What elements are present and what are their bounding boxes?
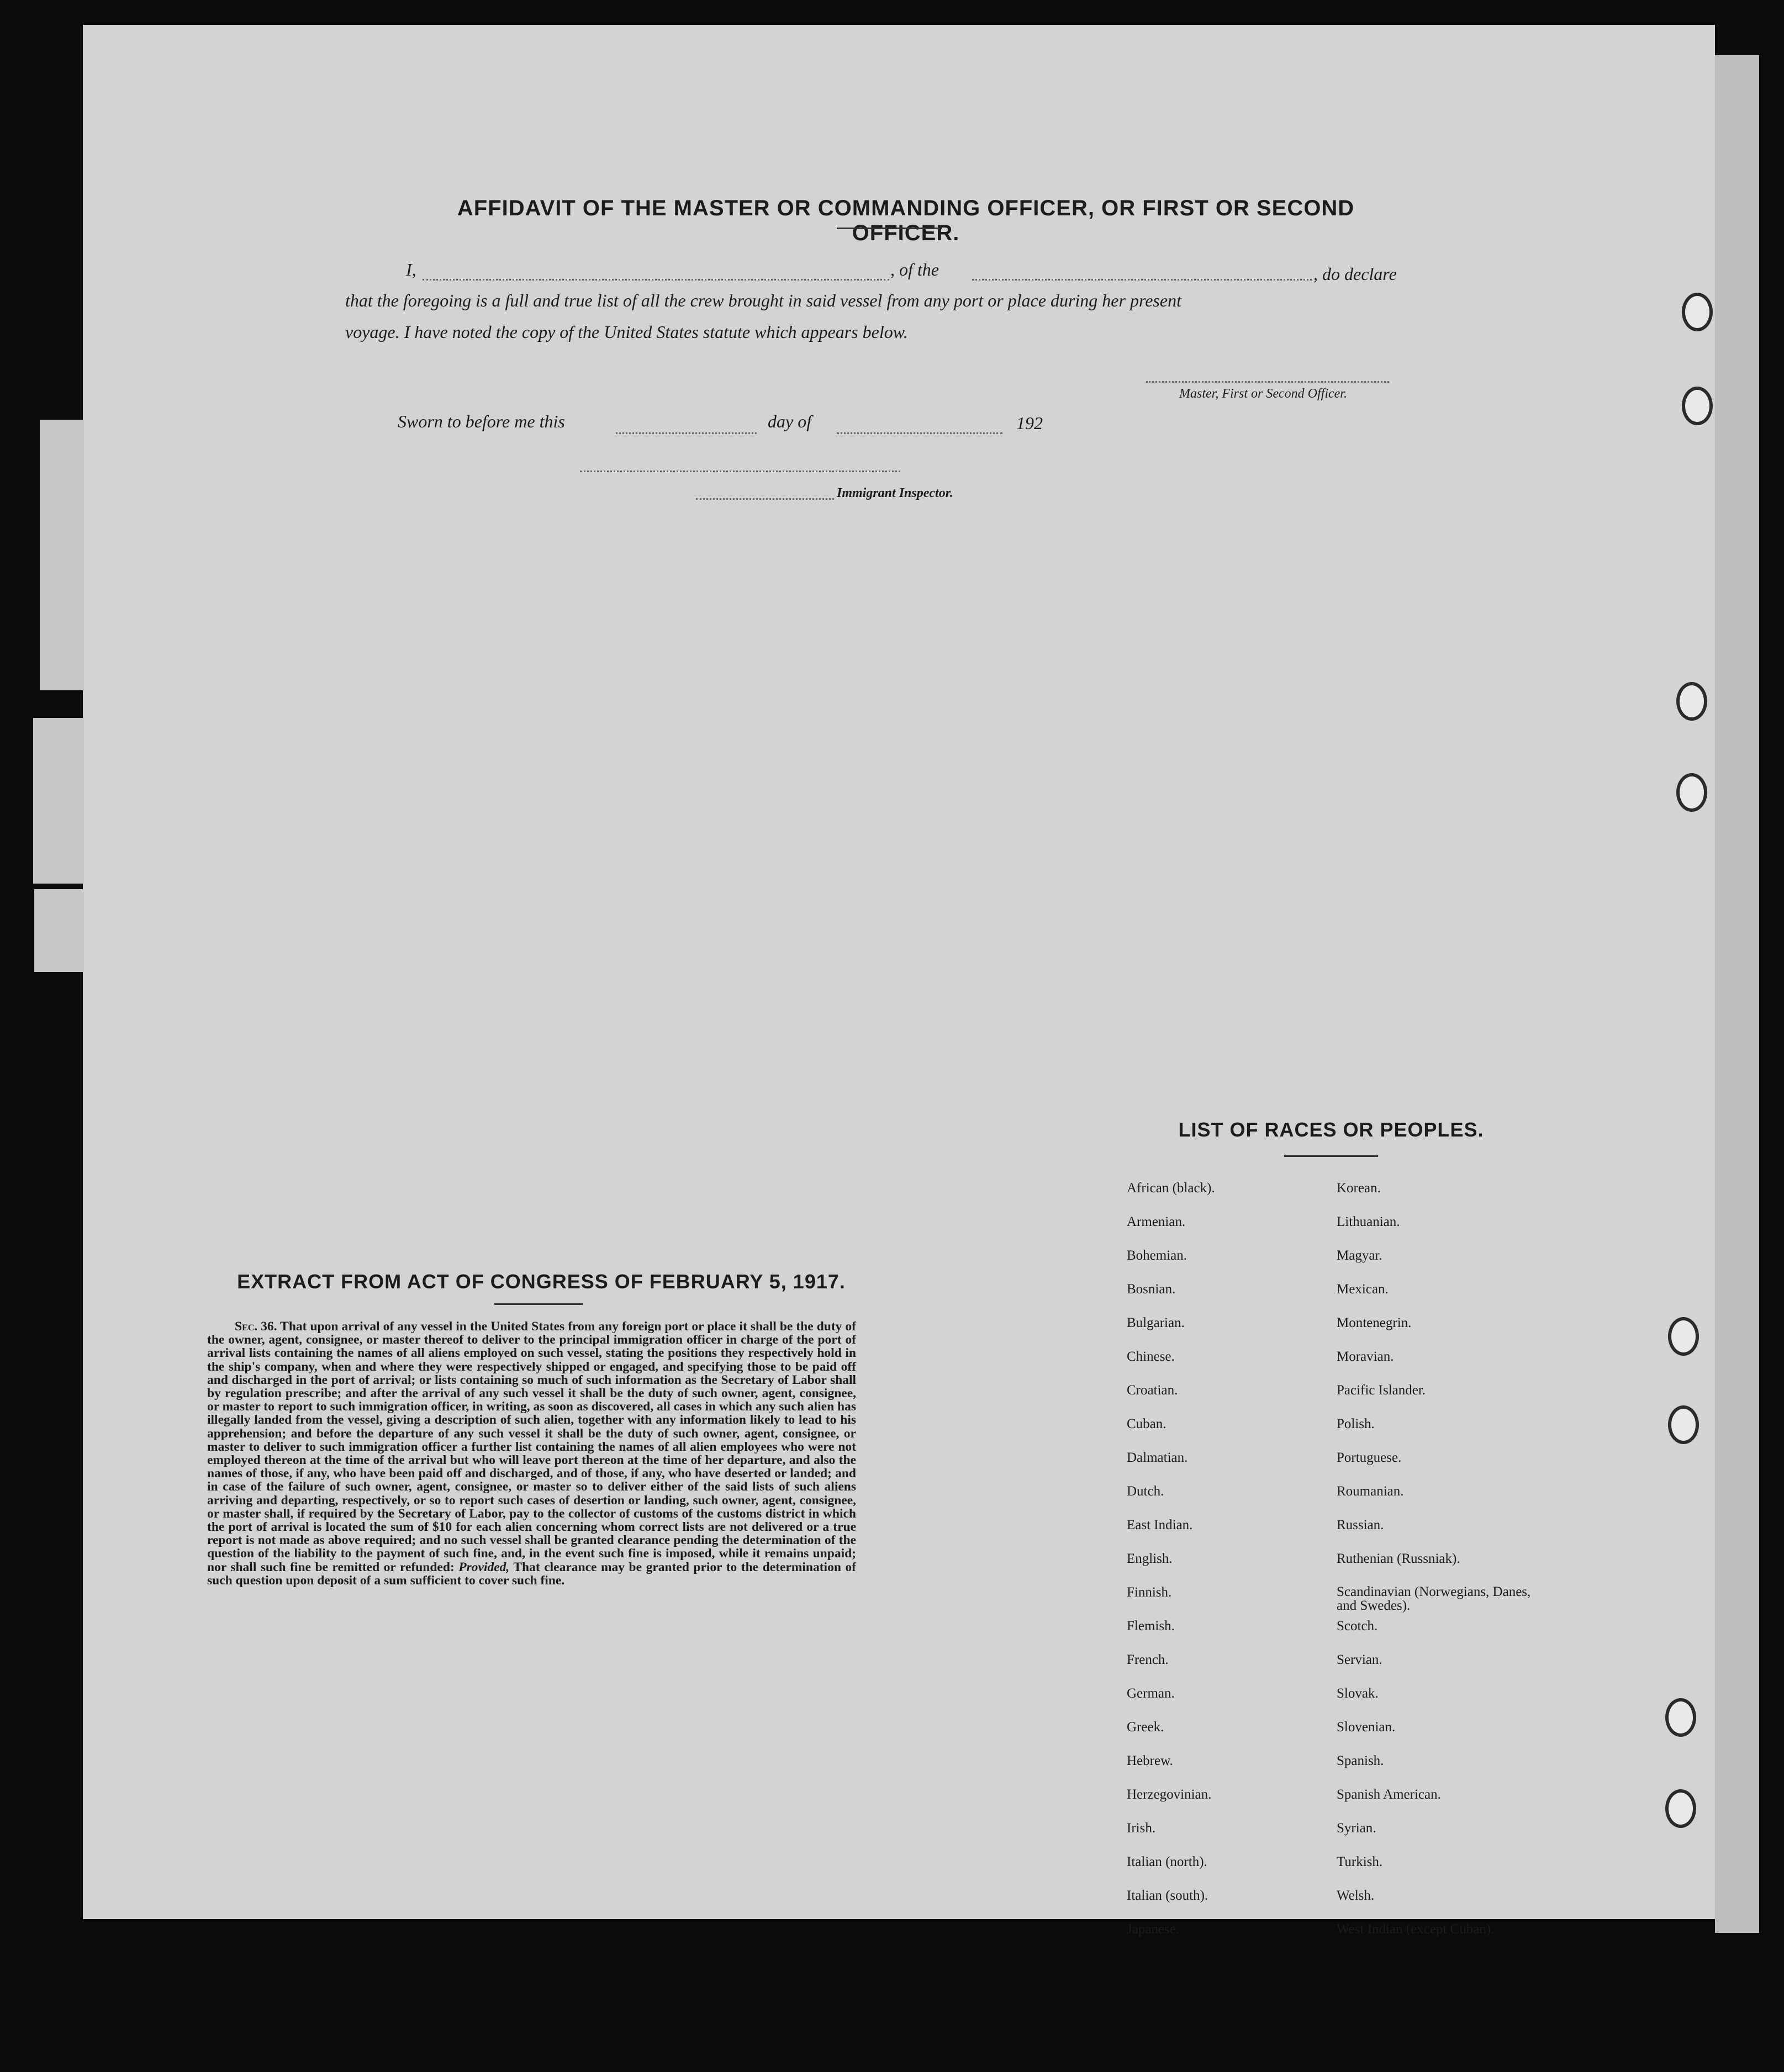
race-item: Pacific Islander. [1337, 1383, 1426, 1398]
punch-hole-7 [1665, 1698, 1696, 1737]
inspector-label: Immigrant Inspector. [837, 486, 953, 500]
race-item: Scandinavian (Norwegians, Danes, and Swedes). [1337, 1584, 1531, 1613]
race-item: Montenegrin. [1337, 1315, 1412, 1330]
extract-title: EXTRACT FROM ACT OF CONGRESS OF FEBRUARY 5, 1917. [237, 1270, 846, 1293]
race-item: English. [1127, 1551, 1173, 1566]
declaration-of-the-label: , of the [890, 260, 939, 279]
race-item: Welsh. [1337, 1888, 1375, 1903]
extract-title-underline [494, 1303, 583, 1305]
sworn-day-blank[interactable] [616, 432, 757, 434]
race-item: Roumanian. [1337, 1484, 1404, 1499]
race-item: Dutch. [1127, 1484, 1164, 1499]
race-item: Lithuanian. [1337, 1214, 1400, 1229]
race-item: French. [1127, 1652, 1169, 1667]
punch-hole-1 [1682, 293, 1713, 331]
race-item: West Indian (except Cuban). [1337, 1922, 1495, 1937]
races-title: LIST OF RACES OR PEOPLES. [1178, 1118, 1484, 1141]
race-item: Croatian. [1127, 1383, 1178, 1398]
races-left-column [1127, 1181, 1215, 1955]
declaration-i-label: I, [406, 260, 416, 279]
race-item: German. [1127, 1686, 1175, 1701]
race-item: Irish. [1127, 1821, 1156, 1836]
race-item: Italian (north). [1127, 1854, 1207, 1869]
officer-signature-line[interactable] [1146, 381, 1389, 383]
race-item: East Indian. [1127, 1518, 1193, 1532]
race-item: Hebrew. [1127, 1753, 1173, 1768]
sworn-year-label: 192 [1016, 413, 1043, 433]
section-36-text [207, 1320, 856, 1587]
race-item: Cuban. [1127, 1416, 1167, 1431]
section-body-2: That clearance may be granted prior to the determination of such question upon deposit of a sum sufficient to cover such fine. [207, 1560, 856, 1588]
inspector-signature-line[interactable] [580, 471, 900, 472]
sworn-day-of-label: day of [768, 411, 812, 431]
race-item: Scotch. [1337, 1619, 1378, 1634]
race-item: Russian. [1337, 1518, 1384, 1532]
punch-hole-6 [1668, 1405, 1699, 1444]
race-item: Bulgarian. [1127, 1315, 1185, 1330]
race-item: Magyar. [1337, 1248, 1382, 1263]
race-item: Armenian. [1127, 1214, 1186, 1229]
race-item: Korean. [1337, 1181, 1381, 1196]
torn-left-tab-upper [40, 420, 84, 690]
affidavit-title-underline [837, 228, 942, 229]
race-item: Dalmatian. [1127, 1450, 1188, 1465]
race-item: Spanish. [1337, 1753, 1384, 1768]
affidavit-title: AFFIDAVIT OF THE MASTER OR COMMANDING OFFICER, OR FIRST OR SECOND OFFICER. [457, 196, 1355, 245]
punch-hole-5 [1668, 1317, 1699, 1356]
section-label: Sec. 36. [235, 1319, 277, 1334]
race-item: Slovenian. [1337, 1720, 1396, 1735]
punch-hole-2 [1682, 387, 1713, 425]
declaration-do-declare-label: , do declare [1313, 264, 1397, 284]
provided-word: Provided, [458, 1560, 510, 1574]
race-item: Italian (south). [1127, 1888, 1208, 1903]
race-item: Spanish American. [1337, 1787, 1441, 1802]
race-item: African (black). [1127, 1181, 1215, 1196]
torn-left-tab-lower [34, 889, 84, 972]
inspector-name-line[interactable] [696, 498, 834, 500]
race-item: Chinese. [1127, 1349, 1175, 1364]
race-item: Servian. [1337, 1652, 1382, 1667]
sworn-label: Sworn to before me this [398, 411, 565, 431]
race-item: Finnish. [1127, 1585, 1172, 1600]
race-item: Herzegovinian. [1127, 1787, 1212, 1802]
race-item: Bohemian. [1127, 1248, 1187, 1263]
race-item: Moravian. [1337, 1349, 1394, 1364]
officer-signature-label: Master, First or Second Officer. [1179, 387, 1347, 401]
page-edge-shadow [1715, 55, 1759, 1933]
races-title-underline [1284, 1155, 1378, 1157]
declaration-line-2: that the foregoing is a full and true list of all the crew brought in said vessel from any port or place during her present [345, 290, 1181, 310]
sworn-month-blank[interactable] [837, 432, 1002, 434]
race-item: Greek. [1127, 1720, 1164, 1735]
vessel-blank[interactable] [972, 279, 1312, 281]
race-item: Japanese. [1127, 1922, 1180, 1937]
race-item: Turkish. [1337, 1854, 1383, 1869]
race-item: Portuguese. [1337, 1450, 1402, 1465]
race-item: Flemish. [1127, 1619, 1175, 1634]
race-item: Syrian. [1337, 1821, 1376, 1836]
section-body-1: That upon arrival of any vessel in the United States from any foreign port or place it shall be the duty of the owner, agent, consignee, or master thereof to deliver to the principal immigration officer in charge of the port of arrival lists containing the names of all aliens employed on such vessel, stating the positions they respectively hold in the ship's company, when and where they were respectively shipped or engaged, and specifying those to be paid off and discharged in the port of arrival; or lists containing so much of such information as the Secretary of Labor shall by regulation prescribe; and after the arrival of any such vessel it shall be the duty of such owner, agent, consignee, or master to report to such immigration officer, in writing, as soon as discovered, all cases in which any such alien has illegally landed from the vessel, giving a description of such alien, together with any information likely to lead to his apprehension; and before the departure of any such vessel it shall be the duty of such owner, agent, consignee, or master to deliver to such immigration officer a further list containing the names of all alien employees who were not employed thereon at the time of the arrival but who will leave port thereon at the time of her departure, and also the names of those, if any, who have been paid off and discharged, and of those, if any, who have deserted or landed; and in case of the failure of such owner, agent, consignee, or master so to deliver either of the said lists of such aliens arriving and departing, respectively, or so to report such cases of desertion or landing, such owner, agent, consignee, or master shall, if required by the Secretary of Labor, pay to the collector of customs of the customs district in which the port of arrival is located the sum of $10 for each alien concerning whom correct lists are not delivered or a true report is not made as above required; and no such vessel shall be granted clearance pending the determination of the question of the liability to the payment of such fine, and, in the event such fine is imposed, while it remains unpaid; nor shall such fine be remitted or refunded: [207, 1319, 856, 1574]
race-item: Ruthenian (Russniak). [1337, 1551, 1460, 1566]
declaration-line-3: voyage. I have noted the copy of the United States statute which appears below. [345, 322, 908, 342]
race-item: Bosnian. [1127, 1282, 1176, 1297]
punch-hole-3 [1676, 682, 1707, 721]
torn-left-tab-middle [33, 718, 84, 884]
race-item: Mexican. [1337, 1282, 1389, 1297]
punch-hole-8 [1665, 1789, 1696, 1828]
race-item: Polish. [1337, 1416, 1375, 1431]
race-item: Slovak. [1337, 1686, 1379, 1701]
punch-hole-4 [1676, 773, 1707, 812]
races-right-column [1337, 1181, 1535, 1955]
name-blank[interactable] [423, 279, 889, 281]
